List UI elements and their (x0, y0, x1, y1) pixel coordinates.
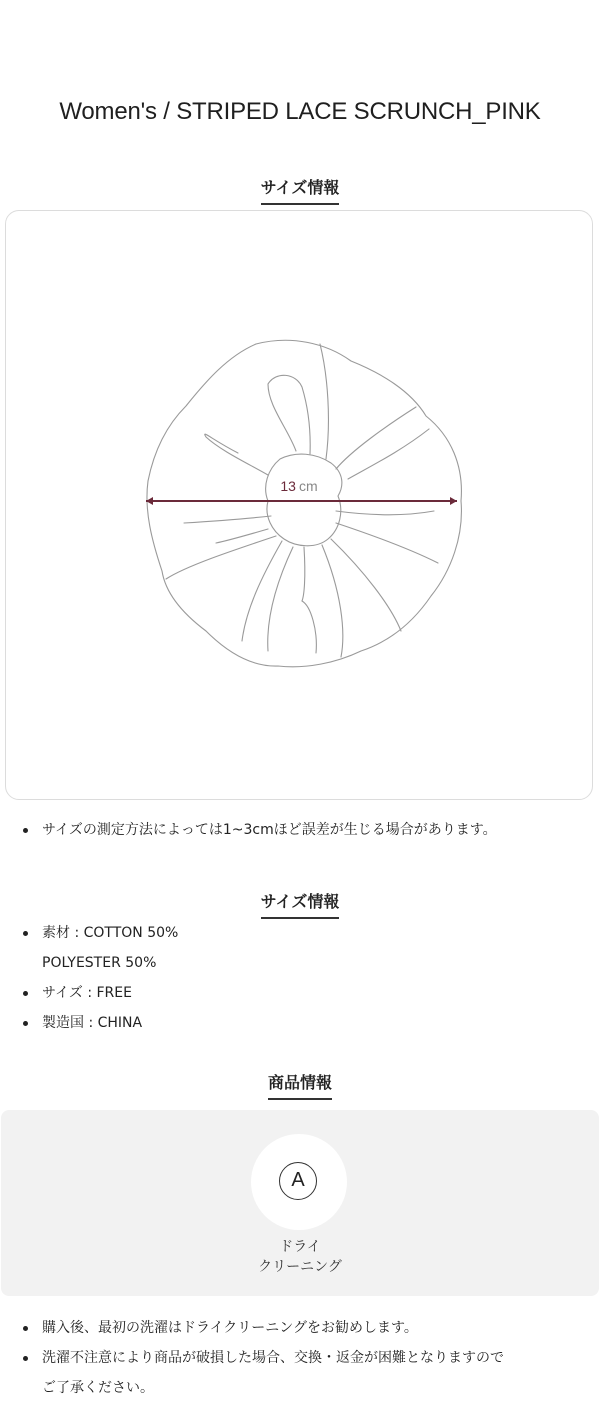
spec-list (0, 918, 600, 1038)
product-info-heading-text: 商品情報 (268, 1070, 332, 1100)
measurement-label: 13 cm (280, 478, 318, 494)
size-note-list (0, 815, 600, 845)
size-section-heading-text: サイズ情報 (261, 175, 340, 205)
scrunchie-diagram (6, 211, 594, 801)
product-notes-list (0, 1313, 600, 1403)
product-title: Women's / STRIPED LACE SCRUNCH_PINK (59, 98, 541, 125)
product-note-damage-cont: ご了承ください。 (42, 1380, 154, 1396)
spec-item-size: サイズ : FREE (0, 978, 600, 1008)
care-icon-circle (251, 1134, 347, 1230)
spec-section-heading (0, 889, 600, 919)
product-note-damage: 洗濯不注意により商品が破損した場合、交換・返金が困難となりますので (0, 1343, 600, 1373)
product-note-wash: 購入後、最初の洗濯はドライクリーニングをお勧めします。 (0, 1313, 600, 1343)
size-note: サイズの測定方法によっては1~3cmほど誤差が生じる場合があります。 (0, 815, 600, 845)
scrunchie-outer-outline (147, 340, 461, 666)
spec-item-material: 素材 : COTTON 50% (0, 918, 600, 948)
spec-section-heading-text: サイズ情報 (261, 889, 340, 919)
spec-item-origin: 製造国 : CHINA (0, 1008, 600, 1038)
spec-item-material-cont: POLYESTER 50% (42, 955, 157, 971)
dry-clean-icon: A (279, 1162, 317, 1200)
product-info-heading (0, 1070, 600, 1100)
size-diagram-box (5, 210, 593, 800)
care-instruction-box (1, 1110, 599, 1296)
measurement-arrow-right (450, 497, 457, 505)
care-label: ドライ クリーニング (258, 1239, 342, 1275)
scrunchie-inner-outline (266, 454, 342, 546)
size-section-heading (0, 175, 600, 205)
